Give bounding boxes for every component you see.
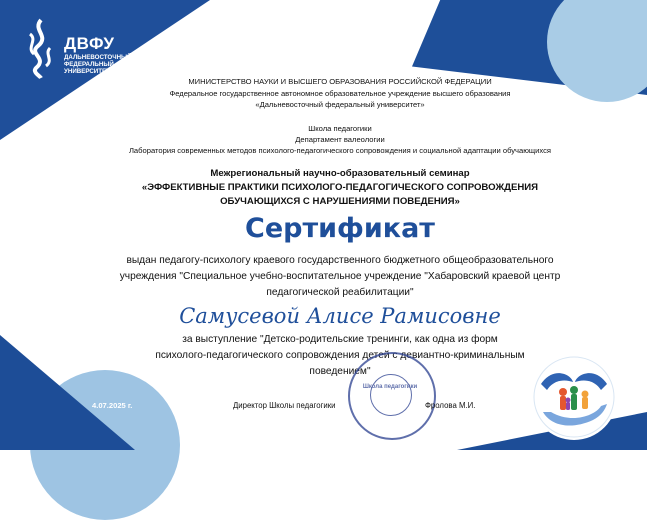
- issued-line1: выдан педагогу-психологу краевого государственного бюджетного общеобразовательного: [126, 255, 554, 266]
- family-hands-icon: [531, 354, 617, 440]
- logo-subtitle: ДАЛЬНЕВОСТОЧНЫЙ ФЕДЕРАЛЬНЫЙ УНИВЕРСИТЕТ: [64, 54, 132, 75]
- issued-line3: педагогической реабилитации": [266, 287, 414, 298]
- logo-title: ДВФУ: [64, 34, 115, 53]
- stamp-text: Школа педагогики: [362, 384, 418, 390]
- university-logo: [14, 14, 134, 86]
- university-line: «Дальневосточный федеральный университет»: [255, 100, 425, 109]
- presentation-line1: за выступление "Детско-родительские тренинги, как одна из форм: [182, 334, 498, 345]
- top-right-circle: [547, 0, 647, 102]
- ministry-line: МИНИСТЕРСТВО НАУКИ И ВЫСШЕГО ОБРАЗОВАНИЯ РОССИЙСКОЙ ФЕДЕРАЦИИ: [188, 77, 492, 86]
- signatory-title: Директор Школы педагогики: [233, 401, 336, 410]
- stamp-inner-ring: [370, 374, 412, 416]
- laboratory-line: Лаборатория современных методов психолого-педагогического сопровождения и социальной адаптации обучающихся: [128, 146, 552, 155]
- issued-line2: учреждения "Специальное учебно-воспитательное учреждение "Хабаровский краевой центр: [119, 271, 561, 282]
- school-line: Школа педагогики: [308, 124, 372, 133]
- seminar-type: Межрегиональный научно-образовательный семинар: [210, 168, 470, 179]
- seminar-topic-line2: ОБУЧАЮЩИХСЯ С НАРУШЕНИЯМИ ПОВЕДЕНИЯ»: [220, 196, 460, 207]
- presentation-line3: поведением": [309, 366, 371, 377]
- issue-date: 4.07.2025 г.: [92, 401, 133, 410]
- signatory-name: Фролова М.И.: [425, 401, 476, 410]
- presentation-line2: психолого-педагогического сопровождения детей с девиантно-криминальным: [155, 350, 525, 361]
- certificate-title: Сертификат: [245, 213, 435, 244]
- school-stamp: [348, 352, 436, 440]
- department-line: Департамент валеологии: [295, 135, 385, 144]
- family-hands-emblem: [531, 354, 617, 440]
- seminar-topic-line1: «ЭФФЕКТИВНЫЕ ПРАКТИКИ ПСИХОЛОГО-ПЕДАГОГИЧЕСКОГО СОПРОВОЖДЕНИЯ: [141, 182, 539, 193]
- dvfu-emblem-icon: [22, 18, 60, 80]
- recipient-name: Самусевой Алисе Рамисовне: [179, 304, 501, 328]
- institution-line: Федеральное государственное автономное образовательное учреждение высшего образования: [169, 89, 511, 98]
